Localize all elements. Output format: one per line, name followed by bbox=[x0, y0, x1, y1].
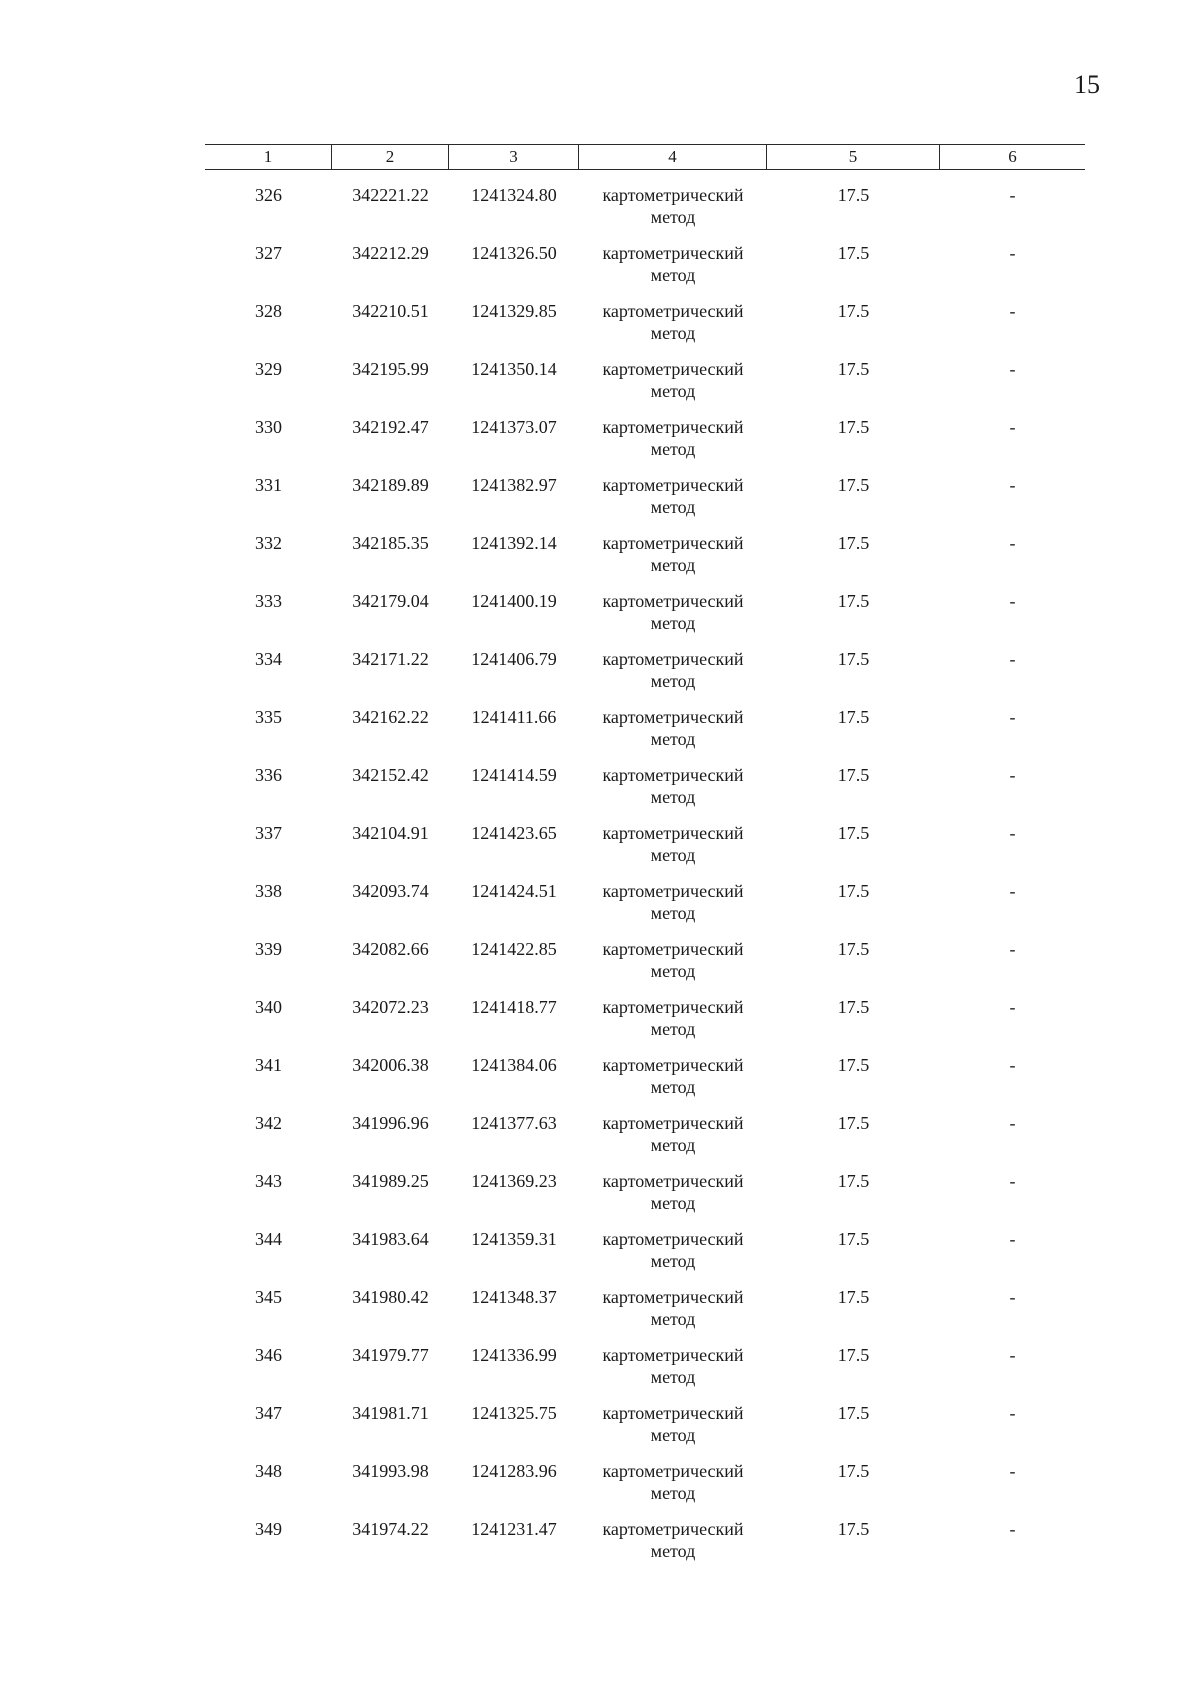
cell-coord-x: 342192.47 bbox=[352, 417, 429, 437]
cell-coord-x: 342210.51 bbox=[352, 301, 429, 321]
header-col-3: 3 bbox=[449, 145, 579, 169]
cell-coord-x: 342195.99 bbox=[352, 359, 429, 379]
cell-note: - bbox=[1009, 417, 1016, 437]
method-line-2: метод bbox=[650, 1367, 696, 1387]
table-header bbox=[205, 144, 1085, 170]
cell-accuracy: 17.5 bbox=[837, 1171, 870, 1191]
cell-coord-y: 1241359.31 bbox=[471, 1229, 557, 1249]
cell-coord-y: 1241329.85 bbox=[471, 301, 557, 321]
method-line-1: картометрический bbox=[602, 997, 744, 1017]
cell-method bbox=[579, 706, 767, 764]
cell-coord-y: 1241411.66 bbox=[471, 707, 557, 727]
cell-point-number: 328 bbox=[255, 301, 282, 321]
cell-coord-y: 1241384.06 bbox=[471, 1055, 557, 1075]
method-line-2: метод bbox=[650, 903, 696, 923]
cell-accuracy: 17.5 bbox=[837, 707, 870, 727]
method-line-2: метод bbox=[650, 671, 696, 691]
cell-coord-y: 1241283.96 bbox=[471, 1461, 557, 1481]
cell-coord-y: 1241369.23 bbox=[471, 1171, 557, 1191]
cell-coord-x: 342082.66 bbox=[352, 939, 429, 959]
cell-point-number: 333 bbox=[255, 591, 282, 611]
table-row bbox=[205, 300, 1085, 358]
coordinates-table bbox=[205, 144, 1085, 1576]
method-line-1: картометрический bbox=[602, 475, 744, 495]
cell-point-number: 329 bbox=[255, 359, 282, 379]
method-line-2: метод bbox=[650, 845, 696, 865]
cell-note: - bbox=[1009, 707, 1016, 727]
cell-method bbox=[579, 822, 767, 880]
page-number: 15 bbox=[1074, 70, 1100, 99]
cell-accuracy: 17.5 bbox=[837, 1403, 870, 1423]
cell-coord-y: 1241406.79 bbox=[471, 649, 557, 669]
method-line-1: картометрический bbox=[602, 707, 744, 727]
method-line-1: картометрический bbox=[602, 881, 744, 901]
cell-coord-x: 342212.29 bbox=[352, 243, 429, 263]
cell-note: - bbox=[1009, 939, 1016, 959]
cell-note: - bbox=[1009, 823, 1016, 843]
cell-accuracy: 17.5 bbox=[837, 1113, 870, 1133]
cell-note: - bbox=[1009, 243, 1016, 263]
method-line-2: метод bbox=[650, 1541, 696, 1561]
cell-point-number: 347 bbox=[255, 1403, 282, 1423]
cell-accuracy: 17.5 bbox=[837, 359, 870, 379]
cell-coord-y: 1241424.51 bbox=[471, 881, 557, 901]
cell-note: - bbox=[1009, 1171, 1016, 1191]
table-row bbox=[205, 1402, 1085, 1460]
cell-method bbox=[579, 1228, 767, 1286]
method-line-2: метод bbox=[650, 1483, 696, 1503]
cell-coord-x: 341989.25 bbox=[352, 1171, 429, 1191]
cell-coord-x: 342189.89 bbox=[352, 475, 429, 495]
method-line-2: метод bbox=[650, 1019, 696, 1039]
cell-point-number: 342 bbox=[255, 1113, 282, 1133]
cell-accuracy: 17.5 bbox=[837, 243, 870, 263]
header-col-2: 2 bbox=[332, 145, 449, 169]
cell-coord-y: 1241377.63 bbox=[471, 1113, 557, 1133]
method-line-2: метод bbox=[650, 1135, 696, 1155]
cell-note: - bbox=[1009, 1403, 1016, 1423]
cell-method bbox=[579, 242, 767, 300]
cell-coord-y: 1241418.77 bbox=[471, 997, 557, 1017]
cell-method bbox=[579, 1402, 767, 1460]
cell-note: - bbox=[1009, 185, 1016, 205]
cell-point-number: 334 bbox=[255, 649, 282, 669]
cell-coord-x: 342221.22 bbox=[352, 185, 429, 205]
table-row bbox=[205, 1518, 1085, 1576]
cell-coord-x: 342162.22 bbox=[352, 707, 429, 727]
table-row bbox=[205, 474, 1085, 532]
table-row bbox=[205, 648, 1085, 706]
cell-coord-x: 342072.23 bbox=[352, 997, 429, 1017]
cell-point-number: 345 bbox=[255, 1287, 282, 1307]
method-line-2: метод bbox=[650, 1309, 696, 1329]
cell-method bbox=[579, 590, 767, 648]
cell-note: - bbox=[1009, 591, 1016, 611]
cell-accuracy: 17.5 bbox=[837, 765, 870, 785]
cell-note: - bbox=[1009, 1055, 1016, 1075]
method-line-2: метод bbox=[650, 1425, 696, 1445]
cell-note: - bbox=[1009, 359, 1016, 379]
table-row bbox=[205, 1112, 1085, 1170]
method-line-2: метод bbox=[650, 265, 696, 285]
cell-coord-x: 342179.04 bbox=[352, 591, 429, 611]
header-col-5: 5 bbox=[767, 145, 940, 169]
method-line-1: картометрический bbox=[602, 1287, 744, 1307]
cell-accuracy: 17.5 bbox=[837, 417, 870, 437]
cell-coord-x: 342093.74 bbox=[352, 881, 429, 901]
cell-coord-y: 1241326.50 bbox=[471, 243, 557, 263]
cell-point-number: 335 bbox=[255, 707, 282, 727]
method-line-2: метод bbox=[650, 1193, 696, 1213]
method-line-2: метод bbox=[650, 439, 696, 459]
cell-method bbox=[579, 300, 767, 358]
method-line-2: метод bbox=[650, 729, 696, 749]
table-row bbox=[205, 416, 1085, 474]
cell-accuracy: 17.5 bbox=[837, 475, 870, 495]
cell-coord-x: 341974.22 bbox=[352, 1519, 429, 1539]
cell-method bbox=[579, 1286, 767, 1344]
method-line-1: картометрический bbox=[602, 185, 744, 205]
table-row bbox=[205, 1170, 1085, 1228]
table-row bbox=[205, 938, 1085, 996]
cell-coord-x: 342104.91 bbox=[352, 823, 429, 843]
method-line-1: картометрический bbox=[602, 533, 744, 553]
cell-accuracy: 17.5 bbox=[837, 301, 870, 321]
cell-method bbox=[579, 1460, 767, 1518]
cell-method bbox=[579, 358, 767, 416]
cell-coord-x: 341993.98 bbox=[352, 1461, 429, 1481]
cell-coord-y: 1241373.07 bbox=[471, 417, 557, 437]
method-line-1: картометрический bbox=[602, 765, 744, 785]
cell-method bbox=[579, 416, 767, 474]
cell-coord-x: 342185.35 bbox=[352, 533, 429, 553]
table-row bbox=[205, 1460, 1085, 1518]
cell-coord-x: 341979.77 bbox=[352, 1345, 429, 1365]
method-line-2: метод bbox=[650, 787, 696, 807]
table-row bbox=[205, 242, 1085, 300]
cell-method bbox=[579, 184, 767, 242]
cell-coord-y: 1241350.14 bbox=[471, 359, 557, 379]
method-line-1: картометрический bbox=[602, 1345, 744, 1365]
cell-point-number: 338 bbox=[255, 881, 282, 901]
cell-accuracy: 17.5 bbox=[837, 1519, 870, 1539]
cell-note: - bbox=[1009, 1345, 1016, 1365]
cell-accuracy: 17.5 bbox=[837, 591, 870, 611]
method-line-2: метод bbox=[650, 1077, 696, 1097]
method-line-2: метод bbox=[650, 381, 696, 401]
cell-coord-x: 342152.42 bbox=[352, 765, 429, 785]
method-line-1: картометрический bbox=[602, 823, 744, 843]
cell-coord-x: 341996.96 bbox=[352, 1113, 429, 1133]
cell-method bbox=[579, 474, 767, 532]
method-line-1: картометрический bbox=[602, 1113, 744, 1133]
cell-point-number: 336 bbox=[255, 765, 282, 785]
method-line-1: картометрический bbox=[602, 301, 744, 321]
cell-point-number: 344 bbox=[255, 1229, 282, 1249]
cell-coord-y: 1241422.85 bbox=[471, 939, 557, 959]
cell-note: - bbox=[1009, 1229, 1016, 1249]
cell-point-number: 349 bbox=[255, 1519, 282, 1539]
header-col-1: 1 bbox=[205, 145, 332, 169]
cell-note: - bbox=[1009, 1519, 1016, 1539]
cell-coord-y: 1241400.19 bbox=[471, 591, 557, 611]
cell-coord-x: 341983.64 bbox=[352, 1229, 429, 1249]
method-line-2: метод bbox=[650, 323, 696, 343]
cell-method bbox=[579, 1054, 767, 1112]
cell-accuracy: 17.5 bbox=[837, 997, 870, 1017]
method-line-2: метод bbox=[650, 1251, 696, 1271]
cell-method bbox=[579, 938, 767, 996]
method-line-1: картометрический bbox=[602, 1461, 744, 1481]
method-line-2: метод bbox=[650, 613, 696, 633]
cell-accuracy: 17.5 bbox=[837, 1287, 870, 1307]
table-row bbox=[205, 764, 1085, 822]
cell-note: - bbox=[1009, 649, 1016, 669]
cell-coord-y: 1241324.80 bbox=[471, 185, 557, 205]
cell-accuracy: 17.5 bbox=[837, 1229, 870, 1249]
cell-accuracy: 17.5 bbox=[837, 1461, 870, 1481]
cell-note: - bbox=[1009, 1113, 1016, 1133]
cell-coord-y: 1241231.47 bbox=[471, 1519, 557, 1539]
table-body bbox=[205, 170, 1085, 1576]
cell-note: - bbox=[1009, 301, 1016, 321]
cell-note: - bbox=[1009, 475, 1016, 495]
cell-point-number: 348 bbox=[255, 1461, 282, 1481]
cell-accuracy: 17.5 bbox=[837, 823, 870, 843]
method-line-1: картометрический bbox=[602, 1055, 744, 1075]
method-line-2: метод bbox=[650, 497, 696, 517]
method-line-1: картометрический bbox=[602, 649, 744, 669]
cell-point-number: 330 bbox=[255, 417, 282, 437]
cell-coord-y: 1241348.37 bbox=[471, 1287, 557, 1307]
cell-point-number: 326 bbox=[255, 185, 282, 205]
header-col-6: 6 bbox=[1008, 147, 1017, 166]
cell-accuracy: 17.5 bbox=[837, 939, 870, 959]
method-line-1: картометрический bbox=[602, 359, 744, 379]
cell-accuracy: 17.5 bbox=[837, 1055, 870, 1075]
cell-method bbox=[579, 1170, 767, 1228]
cell-accuracy: 17.5 bbox=[837, 185, 870, 205]
table-row bbox=[205, 822, 1085, 880]
cell-coord-y: 1241414.59 bbox=[471, 765, 557, 785]
cell-coord-y: 1241336.99 bbox=[471, 1345, 557, 1365]
cell-coord-y: 1241423.65 bbox=[471, 823, 557, 843]
method-line-2: метод bbox=[650, 961, 696, 981]
cell-coord-y: 1241382.97 bbox=[471, 475, 557, 495]
cell-note: - bbox=[1009, 997, 1016, 1017]
cell-coord-x: 342171.22 bbox=[352, 649, 429, 669]
cell-method bbox=[579, 880, 767, 938]
method-line-1: картометрический bbox=[602, 591, 744, 611]
cell-coord-x: 342006.38 bbox=[352, 1055, 429, 1075]
cell-point-number: 343 bbox=[255, 1171, 282, 1191]
cell-point-number: 341 bbox=[255, 1055, 282, 1075]
cell-coord-y: 1241392.14 bbox=[471, 533, 557, 553]
table-row bbox=[205, 706, 1085, 764]
table-row bbox=[205, 532, 1085, 590]
method-line-1: картометрический bbox=[602, 1519, 744, 1539]
cell-note: - bbox=[1009, 1461, 1016, 1481]
cell-accuracy: 17.5 bbox=[837, 881, 870, 901]
cell-coord-x: 341980.42 bbox=[352, 1287, 429, 1307]
cell-coord-y: 1241325.75 bbox=[471, 1403, 557, 1423]
cell-note: - bbox=[1009, 881, 1016, 901]
table-row bbox=[205, 184, 1085, 242]
header-col-4: 4 bbox=[579, 145, 767, 169]
method-line-2: метод bbox=[650, 555, 696, 575]
cell-method bbox=[579, 996, 767, 1054]
table-row bbox=[205, 590, 1085, 648]
method-line-1: картометрический bbox=[602, 1229, 744, 1249]
cell-method bbox=[579, 1344, 767, 1402]
cell-method bbox=[579, 532, 767, 590]
table-row bbox=[205, 880, 1085, 938]
cell-point-number: 346 bbox=[255, 1345, 282, 1365]
cell-point-number: 339 bbox=[255, 939, 282, 959]
method-line-1: картометрический bbox=[602, 243, 744, 263]
cell-method bbox=[579, 648, 767, 706]
cell-method bbox=[579, 764, 767, 822]
cell-point-number: 332 bbox=[255, 533, 282, 553]
cell-method bbox=[579, 1518, 767, 1576]
cell-method bbox=[579, 1112, 767, 1170]
table-row bbox=[205, 996, 1085, 1054]
cell-note: - bbox=[1009, 765, 1016, 785]
cell-point-number: 337 bbox=[255, 823, 282, 843]
cell-coord-x: 341981.71 bbox=[352, 1403, 429, 1423]
method-line-1: картометрический bbox=[602, 1171, 744, 1191]
method-line-2: метод bbox=[650, 207, 696, 227]
table-row bbox=[205, 1344, 1085, 1402]
cell-note: - bbox=[1009, 1287, 1016, 1307]
table-row bbox=[205, 1228, 1085, 1286]
method-line-1: картометрический bbox=[602, 1403, 744, 1423]
cell-point-number: 331 bbox=[255, 475, 282, 495]
cell-note: - bbox=[1009, 533, 1016, 553]
table-row bbox=[205, 358, 1085, 416]
method-line-1: картометрический bbox=[602, 417, 744, 437]
table-row bbox=[205, 1054, 1085, 1112]
method-line-1: картометрический bbox=[602, 939, 744, 959]
cell-accuracy: 17.5 bbox=[837, 1345, 870, 1365]
cell-point-number: 340 bbox=[255, 997, 282, 1017]
cell-accuracy: 17.5 bbox=[837, 533, 870, 553]
cell-accuracy: 17.5 bbox=[837, 649, 870, 669]
cell-point-number: 327 bbox=[255, 243, 282, 263]
table-row bbox=[205, 1286, 1085, 1344]
